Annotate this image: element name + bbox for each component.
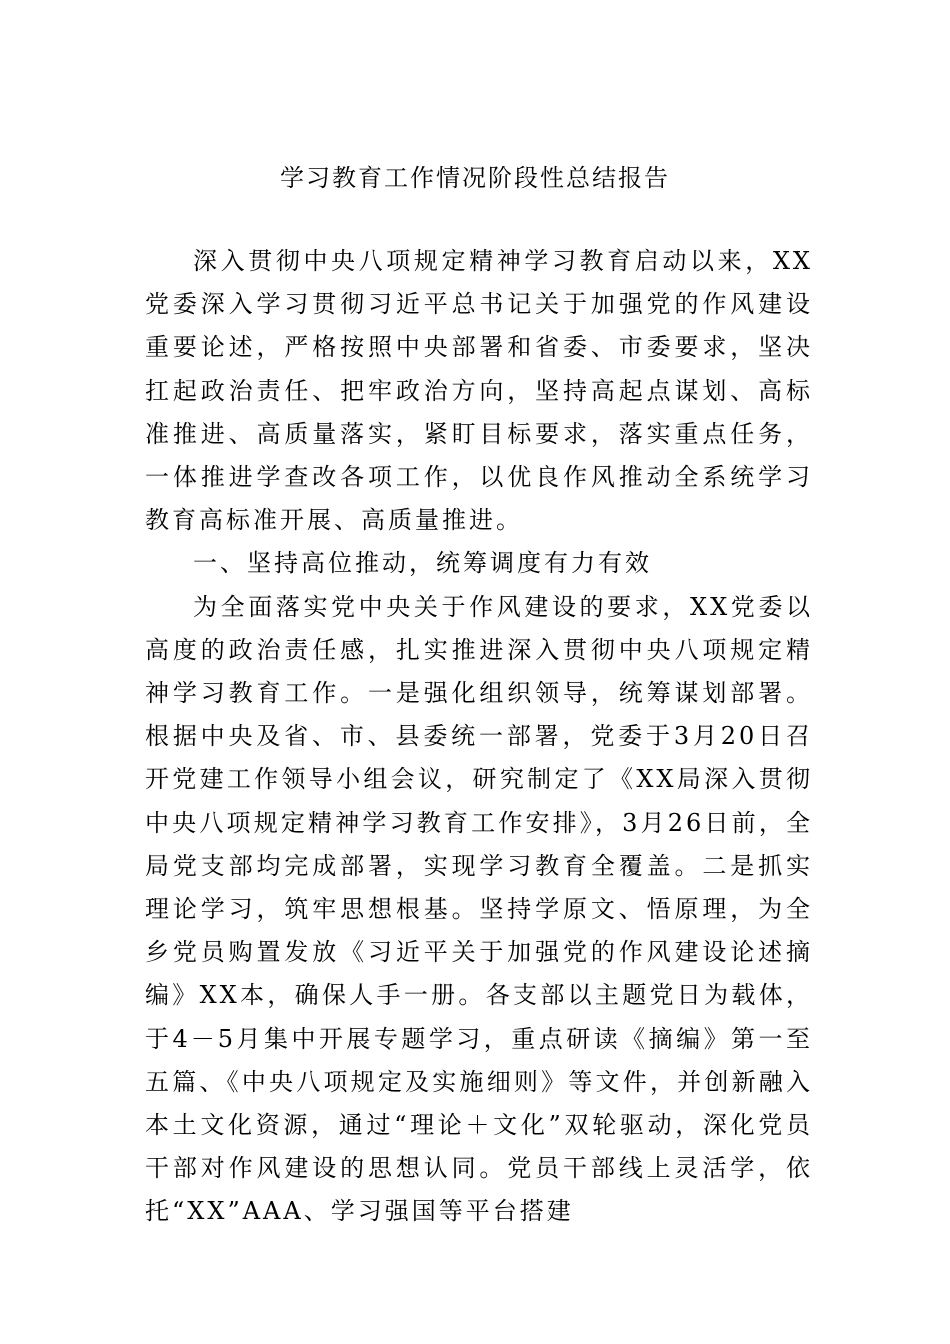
section-paragraph: 为全面落实党中央关于作风建设的要求，XX党委以高度的政治责任感，扎实推进深入贯彻中央八项规定精神学习教育工作。一是强化组织领导，统筹谋划部署。根据中央及省、市、县委统一部署，党委于3月20日召开党建工作领导小组会议，研究制定了《XX局深入贯彻中央八项规定精神学习教育工作安排》，3月26日前，全局党支部均完成部署，实现学习教育全覆盖。二是抓实理论学习，筑牢思想根基。坚持学原文、悟原理，为全乡党员购置发放《习近平关于加强党的作风建设论述摘编》XX本，确保人手一册。各支部以主题党日为载体，于4－5月集中开展专题学习，重点研读《摘编》第一至五篇、《中央八项规定及实施细则》等文件，并创新融入本土文化资源，通过“理论＋文化”双轮驱动，深化党员干部对作风建设的思想认同。党员干部线上灵活学，依托“XX”AAA、学习强国等平台搭建	[145, 592, 813, 1226]
section-heading: 一、坚持高位推动，统筹调度有力有效	[193, 549, 652, 578]
document-title: 学习教育工作情况阶段性总结报告	[280, 164, 670, 192]
document-body	[145, 240, 813, 1234]
intro-paragraph: 深入贯彻中央八项规定精神学习教育启动以来，XX党委深入学习贯彻习近平总书记关于加强党的作风建设重要论述，严格按照中央部署和省委、市委要求，坚决扛起政治责任、把牢政治方向，坚持高起点谋划、高标准推进、高质量落实，紧盯目标要求，落实重点任务，一体推进学查改各项工作，以优良作风推动全系统学习教育高标准开展、高质量推进。	[145, 247, 813, 535]
